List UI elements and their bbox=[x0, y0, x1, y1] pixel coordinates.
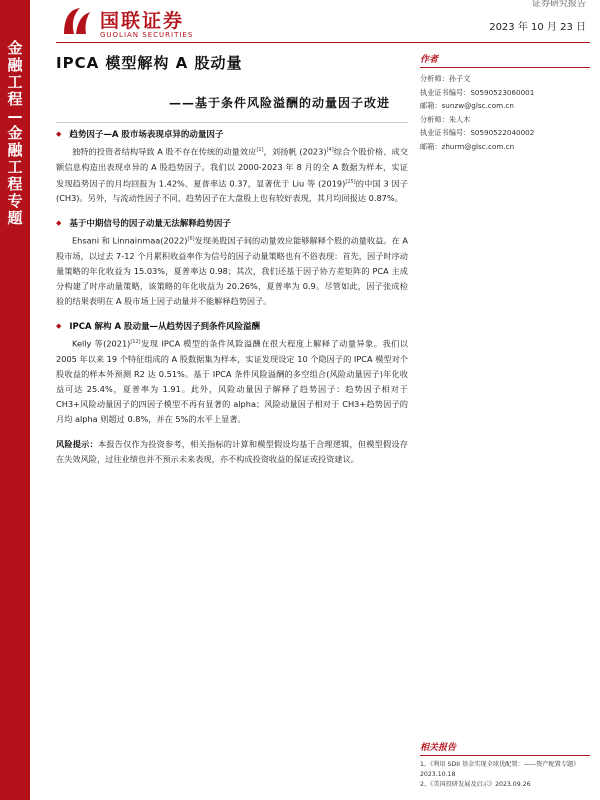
section-heading bbox=[56, 127, 408, 141]
related-heading: 相关报告 bbox=[420, 740, 590, 756]
summary-section bbox=[56, 216, 408, 309]
header-divider bbox=[56, 42, 590, 43]
section-heading bbox=[56, 319, 408, 333]
author-email[interactable]: 邮箱：zhurm@glsc.com.cn bbox=[420, 141, 515, 151]
section-heading-text: 基于中期信号的因子动量无法解释趋势因子 bbox=[69, 219, 231, 230]
section-paragraph: 独特的投资者结构导致 A 股不存在传统的动量效应[1]，刘扬帆 (2023)[4]综合个股价格、成交额信息构造出表现卓异的 A 股趋势因子。我们以 2000-2023 年 8 月的全 A 数据为样本，实证发现趋势因子的月均回报为 1.42%、夏普率达 0.37，显著优于 Liu 等 (2019)[25]的中国 3 因子(CH3)。另外，与流动性因子不同，趋势因子在大盘股上也有较好表现，其月均回报达 0.87%。 bbox=[56, 146, 409, 204]
related-reports bbox=[420, 740, 590, 790]
risk-warning bbox=[56, 437, 408, 467]
report-summary bbox=[56, 122, 408, 467]
sidebar-band bbox=[0, 0, 30, 800]
section-heading bbox=[56, 216, 408, 230]
bullet-icon: ◆ bbox=[56, 219, 62, 228]
author-line: 执业证书编号：S0590522040002 bbox=[420, 128, 535, 137]
section-paragraph: Ehsani 和 Linnainmaa(2022)[6]发现美股因子间的动量效应能够解释个股的动量收益。在 A 股市场，以过去 7-12 个月累积收益率作为信号的因子动量策略也有不俗表现：首先，因子时序动量策略的年化收益为 15.03%，夏普率达 0.98；其次，我们还基于因子协方差矩阵的 PCA 主成分构建了时序动量策略，该策略的年化收益为 20.26%，夏普率为 0.9。尽管如此，因子张成检验的结果表明在 A 股市场上因子动量并不能解释趋势因子。 bbox=[56, 236, 408, 307]
summary-section bbox=[56, 319, 408, 427]
related-report-link[interactable]: 2、《美国投研发展及启示》2023.09.26 bbox=[420, 781, 531, 788]
risk-label: 风险提示： bbox=[56, 438, 98, 449]
bullet-icon: ◆ bbox=[56, 130, 62, 138]
section-heading-text: IPCA 解构 A 股动量—从趋势因子到条件风险溢酬 bbox=[69, 322, 261, 333]
author-line: 分析师：朱人木 bbox=[420, 114, 471, 124]
risk-text: 本报告仅作为投资参考，相关指标的计算和模型假设均基于合理逻辑，但模型假设存在失效风险，过往业绩也并不预示未来表现，亦不构成投资收益的保证或投资建议。 bbox=[56, 438, 408, 464]
section-heading-text: 趋势因子—A 股市场表现卓异的动量因子 bbox=[69, 130, 224, 140]
report-type: 证券研究报告 bbox=[531, 0, 586, 9]
bullet-icon: ◆ bbox=[56, 322, 62, 331]
page-subtitle: ——基于条件风险溢酬的动量因子改进 bbox=[168, 96, 390, 110]
author-line: 分析师：孙子文 bbox=[420, 74, 471, 83]
logo-english: GUOLIAN SECURITIES bbox=[100, 31, 194, 39]
author-panel bbox=[420, 52, 590, 153]
section-divider bbox=[56, 122, 408, 123]
summary-section bbox=[56, 127, 408, 206]
author-heading: 作者 bbox=[420, 52, 590, 68]
section-paragraph: Kelly 等(2021)[12]发现 IPCA 模型的条件风险溢酬在很大程度上解释了动量异象。我们以 2005 年以来 19 个特征组成的 A 股数据集为样本，实证发现设定 10 个隐因子的 IPCA 模型对个股收益的样本外预测 R2 达 0.51%。基于 IPCA 条件风险溢酬的多空组合(风险动量因子)年化收益可达 25.4%，夏普率为 1.91。此外，风险动量因子解释了趋势因子：趋势因子相对于 CH3+风险动量因子的四因子模型不再有显著的 alpha；风险动量因子相对于 CH3+趋势因子的月均 alpha 则超过 0.8%，并在 5%的水平上显著。 bbox=[56, 338, 408, 424]
logo-chinese: 国联证券 bbox=[100, 10, 185, 32]
related-report-link[interactable]: 1、《利用 SDII 基金实现全球优配置：——资产配置专题》2023.10.18 bbox=[420, 761, 580, 778]
author-email[interactable]: 邮箱：sunzw@glsc.com.cn bbox=[420, 101, 514, 110]
page-title: IPCA 模型解构 A 股动量 bbox=[56, 54, 243, 72]
author-line: 执业证书编号：S0590523060001 bbox=[420, 87, 535, 97]
report-date: 2023 年 10 月 23 日 bbox=[489, 22, 586, 33]
logo-mark-icon bbox=[60, 4, 94, 40]
sidebar-category: 金融工程—金融工程专题 bbox=[7, 39, 23, 227]
company-logo bbox=[60, 4, 210, 44]
